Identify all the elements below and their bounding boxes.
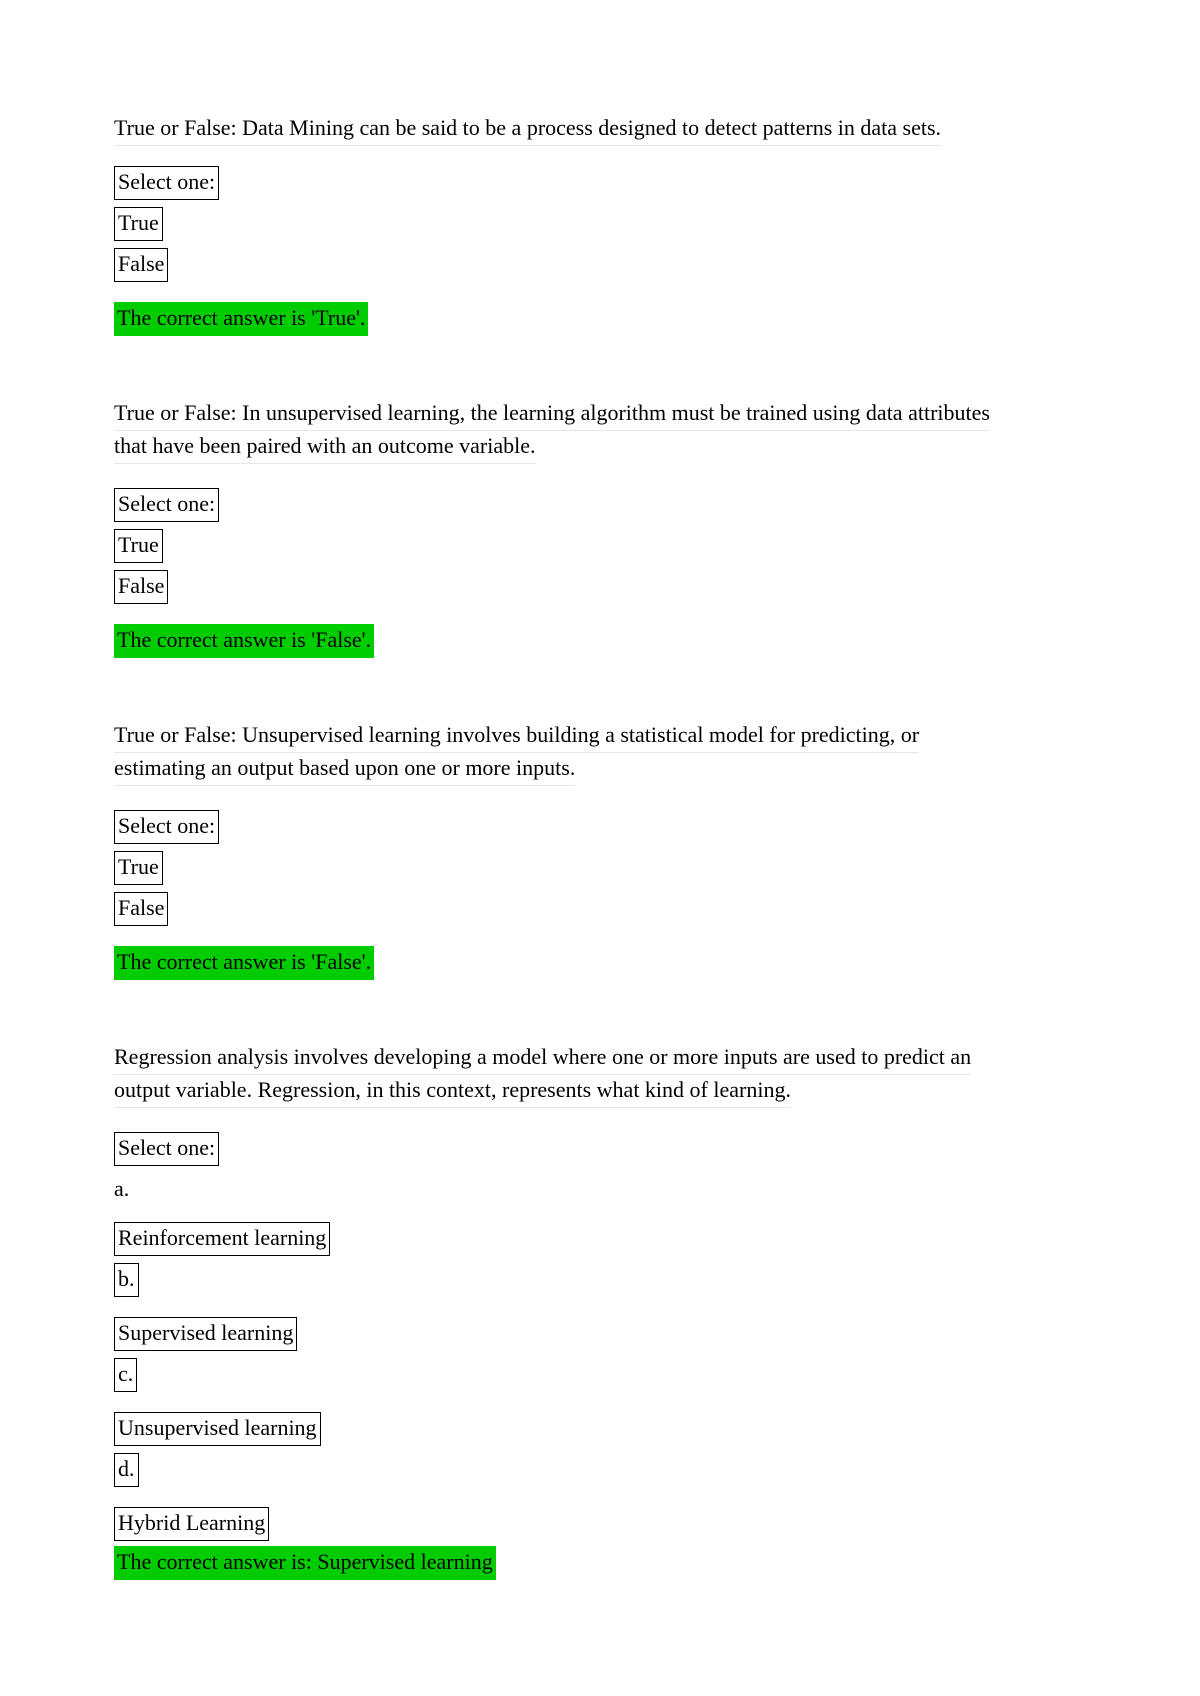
- question-4-select-label: Select one:: [114, 1132, 219, 1166]
- question-4-text: [114, 1042, 1114, 1108]
- question-3-line-1: True or False: Unsupervised learning involves building a statistical model for predicting, or: [114, 720, 919, 753]
- question-3-select-label: Select one:: [114, 810, 219, 844]
- question-2-correct-answer: The correct answer is 'False'.: [114, 624, 374, 658]
- choice-c-letter: c.: [114, 1358, 137, 1392]
- choice-b-option[interactable]: Supervised learning: [114, 1317, 297, 1351]
- question-3-option-false[interactable]: False: [114, 892, 168, 926]
- question-3-text: [114, 720, 1114, 786]
- question-2-option-false[interactable]: False: [114, 570, 168, 604]
- question-1-correct-answer: The correct answer is 'True'.: [114, 302, 368, 336]
- choice-b-letter: b.: [114, 1263, 139, 1297]
- question-2-select-label: Select one:: [114, 488, 219, 522]
- question-4-line-2: output variable. Regression, in this context, represents what kind of learning.: [114, 1075, 791, 1108]
- question-1-option-true[interactable]: True: [114, 207, 163, 241]
- choice-c-option[interactable]: Unsupervised learning: [114, 1412, 321, 1446]
- question-3-option-true[interactable]: True: [114, 851, 163, 885]
- question-4-correct-answer: The correct answer is: Supervised learning: [114, 1546, 496, 1580]
- choice-d-letter: d.: [114, 1453, 139, 1487]
- choice-d-option[interactable]: Hybrid Learning: [114, 1507, 269, 1541]
- question-2-option-true[interactable]: True: [114, 529, 163, 563]
- question-2-text: [114, 398, 1114, 464]
- question-2-line-2: that have been paired with an outcome variable.: [114, 431, 536, 464]
- question-1-line-1: True or False: Data Mining can be said to be a process designed to detect patterns in data sets.: [114, 113, 941, 146]
- question-1-option-false[interactable]: False: [114, 248, 168, 282]
- question-2-line-1: True or False: In unsupervised learning, the learning algorithm must be trained using data attributes: [114, 398, 990, 431]
- question-3-correct-answer: The correct answer is 'False'.: [114, 946, 374, 980]
- choice-a-option[interactable]: Reinforcement learning: [114, 1222, 330, 1256]
- question-4-line-1: Regression analysis involves developing a model where one or more inputs are used to predict an: [114, 1042, 971, 1075]
- choice-a-letter: a.: [114, 1176, 130, 1201]
- question-1-text: [114, 113, 1114, 146]
- question-1-select-label: Select one:: [114, 166, 219, 200]
- question-3-line-2: estimating an output based upon one or more inputs.: [114, 753, 575, 786]
